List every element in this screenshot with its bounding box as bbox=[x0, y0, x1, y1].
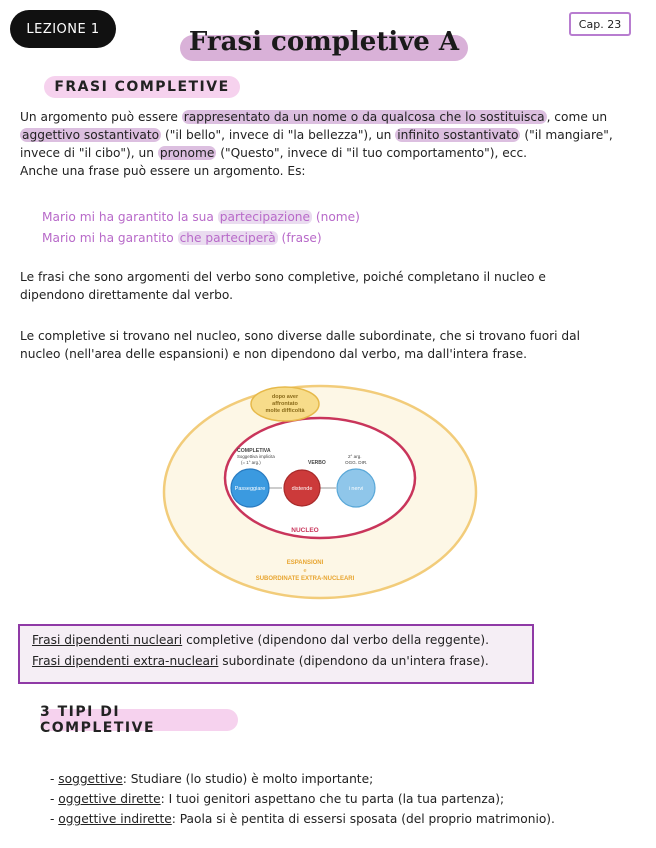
completiva-label-2: Soggettiva implicita bbox=[237, 454, 275, 459]
intro-paragraph bbox=[20, 108, 640, 180]
lesson-badge: LEZIONE 1 bbox=[10, 10, 116, 48]
section-heading-completive: FRASI COMPLETIVE bbox=[44, 76, 240, 98]
text: : Studiare (lo studio) è molto importante; bbox=[122, 772, 374, 786]
section-heading-tipi: 3 TIPI DI COMPLETIVE bbox=[40, 709, 238, 731]
completiva-label-3: (= 1° arg.) bbox=[241, 460, 261, 465]
text: Mario mi ha garantito la sua bbox=[42, 210, 218, 224]
text-line: Le completive si trovano nel nucleo, sono diverse dalle subordinate, che si trovano fuori dal bbox=[20, 329, 581, 343]
text-line: nucleo (nell'area delle espansioni) e non dipendono dal verbo, ma dall'intera frase. bbox=[20, 347, 527, 361]
text-line: dipendono direttamente dal verbo. bbox=[20, 288, 234, 302]
text: completive (dipendono dal verbo della reggente). bbox=[182, 633, 490, 647]
highlight-text: infinito sostantivato bbox=[397, 128, 519, 142]
summary-line-2 bbox=[32, 654, 489, 668]
espansioni-label: ESPANSIONI bbox=[286, 560, 324, 566]
text: : Paola si è pentita di essersi sposata (del proprio matrimonio). bbox=[171, 812, 555, 826]
text: Mario mi ha garantito bbox=[42, 231, 178, 245]
text: subordinate (dipendono da un'intera frase). bbox=[218, 654, 489, 668]
page-title-wrap bbox=[180, 27, 468, 63]
highlight-text: pronome bbox=[159, 146, 215, 160]
summary-line-1 bbox=[32, 633, 489, 647]
text-line: Le frasi che sono argomenti del verbo sono completive, poiché completano il nucleo e bbox=[20, 270, 546, 284]
highlight-text: rappresentato da un nome o da qualcosa che lo sostituisca bbox=[183, 110, 545, 124]
text: (frase) bbox=[277, 231, 322, 245]
page-title: Frasi completive A bbox=[188, 27, 460, 57]
bullet: - bbox=[50, 792, 59, 806]
top-label-2: affrontato bbox=[272, 401, 298, 407]
example-line-2 bbox=[42, 229, 322, 247]
and-label: e bbox=[303, 568, 307, 574]
top-label-3: molte difficoltà bbox=[265, 408, 305, 414]
summary-box bbox=[18, 624, 534, 684]
text: ("il bello", invece di "la bellezza"), un bbox=[161, 128, 396, 142]
highlight-text: che parteciperà bbox=[179, 231, 276, 245]
paragraph-nucleo bbox=[20, 327, 640, 363]
highlight-text: partecipazione bbox=[219, 210, 310, 224]
intro-line-4: Anche una frase può essere un argomento. Es: bbox=[20, 164, 306, 178]
underlined-term: oggettive indirette bbox=[58, 812, 172, 826]
nucleo-label: NUCLEO bbox=[291, 527, 319, 534]
text: , come un bbox=[546, 110, 608, 124]
example-line-1 bbox=[42, 208, 360, 226]
arg2-label-1: 2° arg. bbox=[348, 454, 362, 459]
text: Un argomento può essere bbox=[20, 110, 182, 124]
underlined-term: oggettive dirette bbox=[58, 792, 161, 806]
node-label-2: distende bbox=[291, 486, 313, 492]
subordinate-label: SUBORDINATE EXTRA-NUCLEARI bbox=[255, 576, 355, 582]
bullet: - bbox=[50, 812, 59, 826]
text: ("Questo", invece di "il tuo comportamento"), ecc. bbox=[216, 146, 528, 160]
node-label-1: Passeggiare bbox=[234, 486, 266, 492]
underlined-term: soggettive bbox=[58, 772, 123, 786]
top-label-1: dopo aver bbox=[271, 394, 299, 400]
list-item bbox=[50, 790, 504, 808]
underlined-term: Frasi dipendenti nucleari bbox=[32, 633, 183, 647]
intro-line-3 bbox=[20, 144, 640, 162]
bullet: - bbox=[50, 772, 59, 786]
highlight-text: aggettivo sostantivato bbox=[22, 128, 160, 142]
list-item bbox=[50, 810, 555, 828]
chapter-badge: Cap. 23 bbox=[569, 12, 631, 36]
completiva-label-1: COMPLETIVA bbox=[237, 448, 271, 454]
paragraph-argomenti bbox=[20, 268, 640, 304]
text: ("il mangiare", bbox=[520, 128, 613, 142]
node-label-3: i nervi bbox=[348, 486, 364, 492]
text: : I tuoi genitori aspettano che tu parta (la tua partenza); bbox=[160, 792, 505, 806]
intro-line-2 bbox=[20, 126, 640, 144]
arg2-label-2: OGG. DIR. bbox=[345, 460, 368, 465]
list-item bbox=[50, 770, 373, 788]
intro-line-1 bbox=[20, 108, 640, 126]
verbo-label: VERBO bbox=[308, 460, 326, 466]
text: (nome) bbox=[312, 210, 360, 224]
text: invece di "il cibo"), un bbox=[20, 146, 158, 160]
underlined-term: Frasi dipendenti extra-nucleari bbox=[32, 654, 219, 668]
nucleus-diagram bbox=[160, 382, 480, 602]
